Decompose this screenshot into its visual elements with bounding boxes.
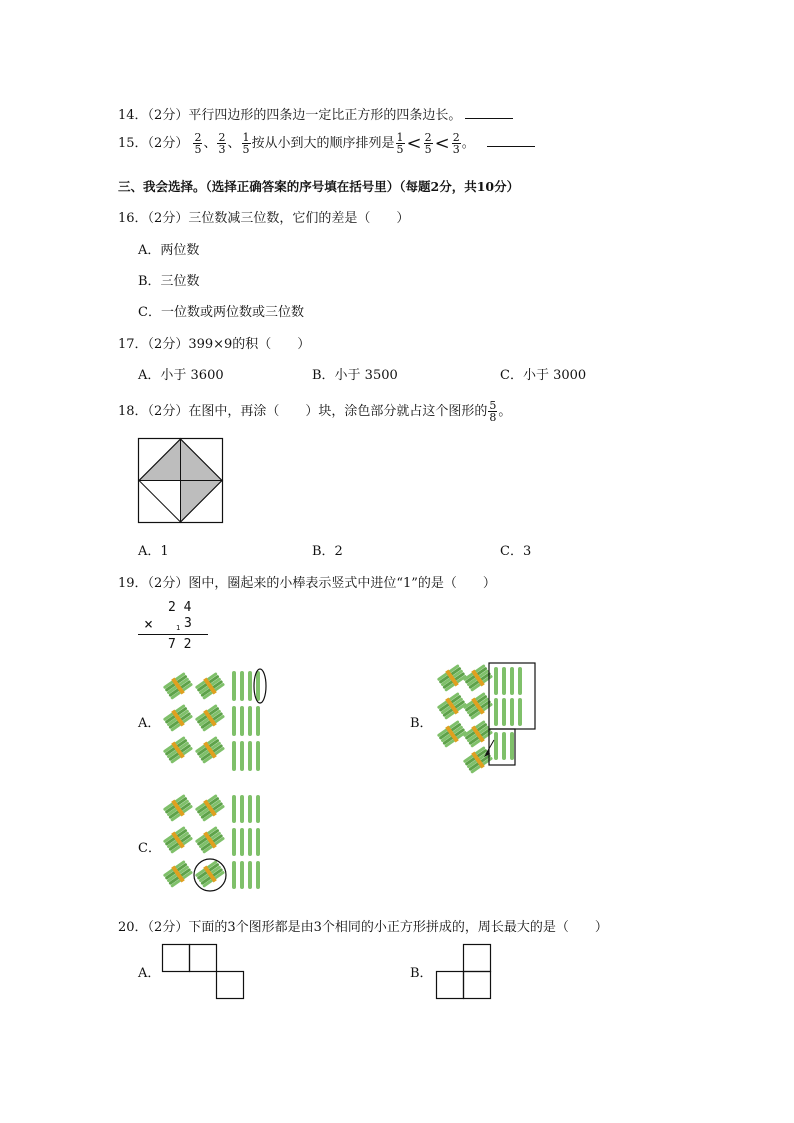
single-sticks: [232, 671, 260, 771]
carry-digit: 1: [176, 624, 181, 632]
single-stick: [248, 671, 252, 701]
question-15: 15．（2分） $\frac{2}{5}$ 、 $\frac{2}{3}$ 、 $\frac{1}{5}$ 按从小到大的顺序排列是 $\frac{1}{5}$ < $\frac{2}{5}$ < $\frac{2}{3}$ 。: [118, 132, 535, 155]
single-stick: [494, 698, 498, 726]
single-stick: [256, 706, 260, 736]
small-square: [190, 945, 217, 972]
single-stick: [248, 741, 252, 771]
question-16: 16．（2分）三位数减三位数，它们的差是（ ）: [118, 211, 410, 226]
single-stick: [232, 828, 236, 856]
bundle-group: [162, 671, 226, 765]
option-a[interactable]: A．两位数: [138, 243, 200, 258]
fraction: $\frac{5}{8}$: [489, 399, 497, 424]
three-squares-figure-b: [434, 942, 494, 1000]
option-b[interactable]: B．三位数: [138, 274, 200, 289]
single-stick: [232, 671, 236, 701]
option-a[interactable]: A．小于 3600: [138, 368, 224, 383]
single-stick: [502, 698, 506, 726]
option-b[interactable]: B．小于 3500: [312, 368, 398, 383]
question-14: 14．（2分）平行四边形的四条边一定比正方形的四条边长。: [118, 104, 513, 123]
stick-bundle: [162, 735, 194, 765]
single-stick: [256, 741, 260, 771]
single-stick: [256, 861, 260, 889]
single-stick: [256, 795, 260, 823]
fraction: $\frac{2}{5}$: [194, 131, 202, 156]
option-a[interactable]: A．1: [138, 544, 169, 559]
single-stick: [510, 667, 514, 695]
single-stick: [248, 795, 252, 823]
single-stick: [510, 732, 514, 760]
single-stick: [232, 741, 236, 771]
multiplier: 3: [184, 616, 192, 631]
stick-bundle: [194, 735, 226, 765]
single-stick: [240, 741, 244, 771]
sticks-figure-b: [438, 662, 538, 778]
fraction: $\frac{2}{3}$: [218, 131, 226, 156]
stick-bundle: [194, 703, 226, 733]
small-square: [163, 945, 190, 972]
multiplicand: 2 4: [168, 600, 192, 615]
option-a[interactable]: A．: [138, 716, 161, 731]
stick-bundle: [194, 671, 226, 701]
single-stick: [502, 667, 506, 695]
single-stick: [256, 671, 260, 701]
question-20: 20．（2分）下面的3个图形都是由3个相同的小正方形拼成的，周长最大的是（ ）: [118, 920, 608, 935]
stick-bundle: [162, 859, 194, 889]
single-stick: [240, 828, 244, 856]
question-17: 17．（2分）399×9的积（ ）: [118, 337, 311, 352]
stick-bundle: [162, 793, 194, 823]
single-stick: [240, 861, 244, 889]
three-squares-figure-a: [160, 942, 246, 1000]
stick-bundle: [194, 825, 226, 855]
single-stick: [240, 795, 244, 823]
sticks-figure-c: [160, 790, 270, 900]
single-stick: [240, 706, 244, 736]
option-c[interactable]: C．: [138, 841, 161, 856]
fraction: $\frac{2}{3}$: [452, 131, 460, 156]
shaded-square-figure: [138, 438, 224, 524]
stick-bundle: [162, 703, 194, 733]
times-sign: ×: [144, 615, 154, 633]
product: 7 2: [168, 637, 192, 652]
single-stick: [518, 667, 522, 695]
single-stick: [494, 667, 498, 695]
stick-bundle: [162, 671, 194, 701]
question-19: 19．（2分）图中，圈起来的小棒表示竖式中进位“1”的是（ ）: [118, 576, 496, 591]
stick-bundle: [436, 691, 468, 721]
option-c[interactable]: C．小于 3000: [500, 368, 587, 383]
single-stick: [256, 828, 260, 856]
option-c[interactable]: C．一位数或两位数或三位数: [138, 305, 304, 320]
single-stick: [248, 861, 252, 889]
vertical-multiplication: [138, 598, 210, 656]
fraction: $\frac{1}{5}$: [242, 131, 250, 156]
single-stick: [240, 671, 244, 701]
option-b[interactable]: B．: [410, 716, 433, 731]
single-stick: [248, 706, 252, 736]
single-stick: [248, 828, 252, 856]
small-square: [437, 972, 464, 999]
option-c[interactable]: C．3: [500, 544, 532, 559]
single-stick: [232, 795, 236, 823]
sticks-figure-a: [160, 666, 270, 776]
stick-bundle: [436, 719, 468, 749]
small-square: [464, 945, 491, 972]
question-18: 18．（2分）在图中，再涂（ ）块，涂色部分就占这个图形的 $\frac{5}{8}$ 。: [118, 399, 512, 424]
section-heading: 三、我会选择。（选择正确答案的序号填在括号里）（每题2分，共10分）: [118, 179, 520, 194]
answer-blank[interactable]: [487, 135, 535, 147]
fraction: $\frac{1}{5}$: [396, 131, 404, 156]
option-a[interactable]: A．: [138, 966, 161, 981]
calc-line: [138, 634, 208, 635]
fraction: $\frac{2}{5}$: [424, 131, 432, 156]
small-square: [217, 972, 244, 999]
single-stick: [232, 861, 236, 889]
option-b[interactable]: B．: [410, 966, 433, 981]
single-stick: [510, 698, 514, 726]
single-stick: [518, 698, 522, 726]
stick-bundle: [162, 825, 194, 855]
option-b[interactable]: B．2: [312, 544, 343, 559]
single-stick: [232, 706, 236, 736]
small-square: [464, 972, 491, 999]
single-stick: [502, 732, 506, 760]
stick-bundle: [194, 793, 226, 823]
stick-bundle: [436, 663, 468, 693]
answer-blank[interactable]: [465, 107, 513, 119]
single-stick: [494, 732, 498, 760]
